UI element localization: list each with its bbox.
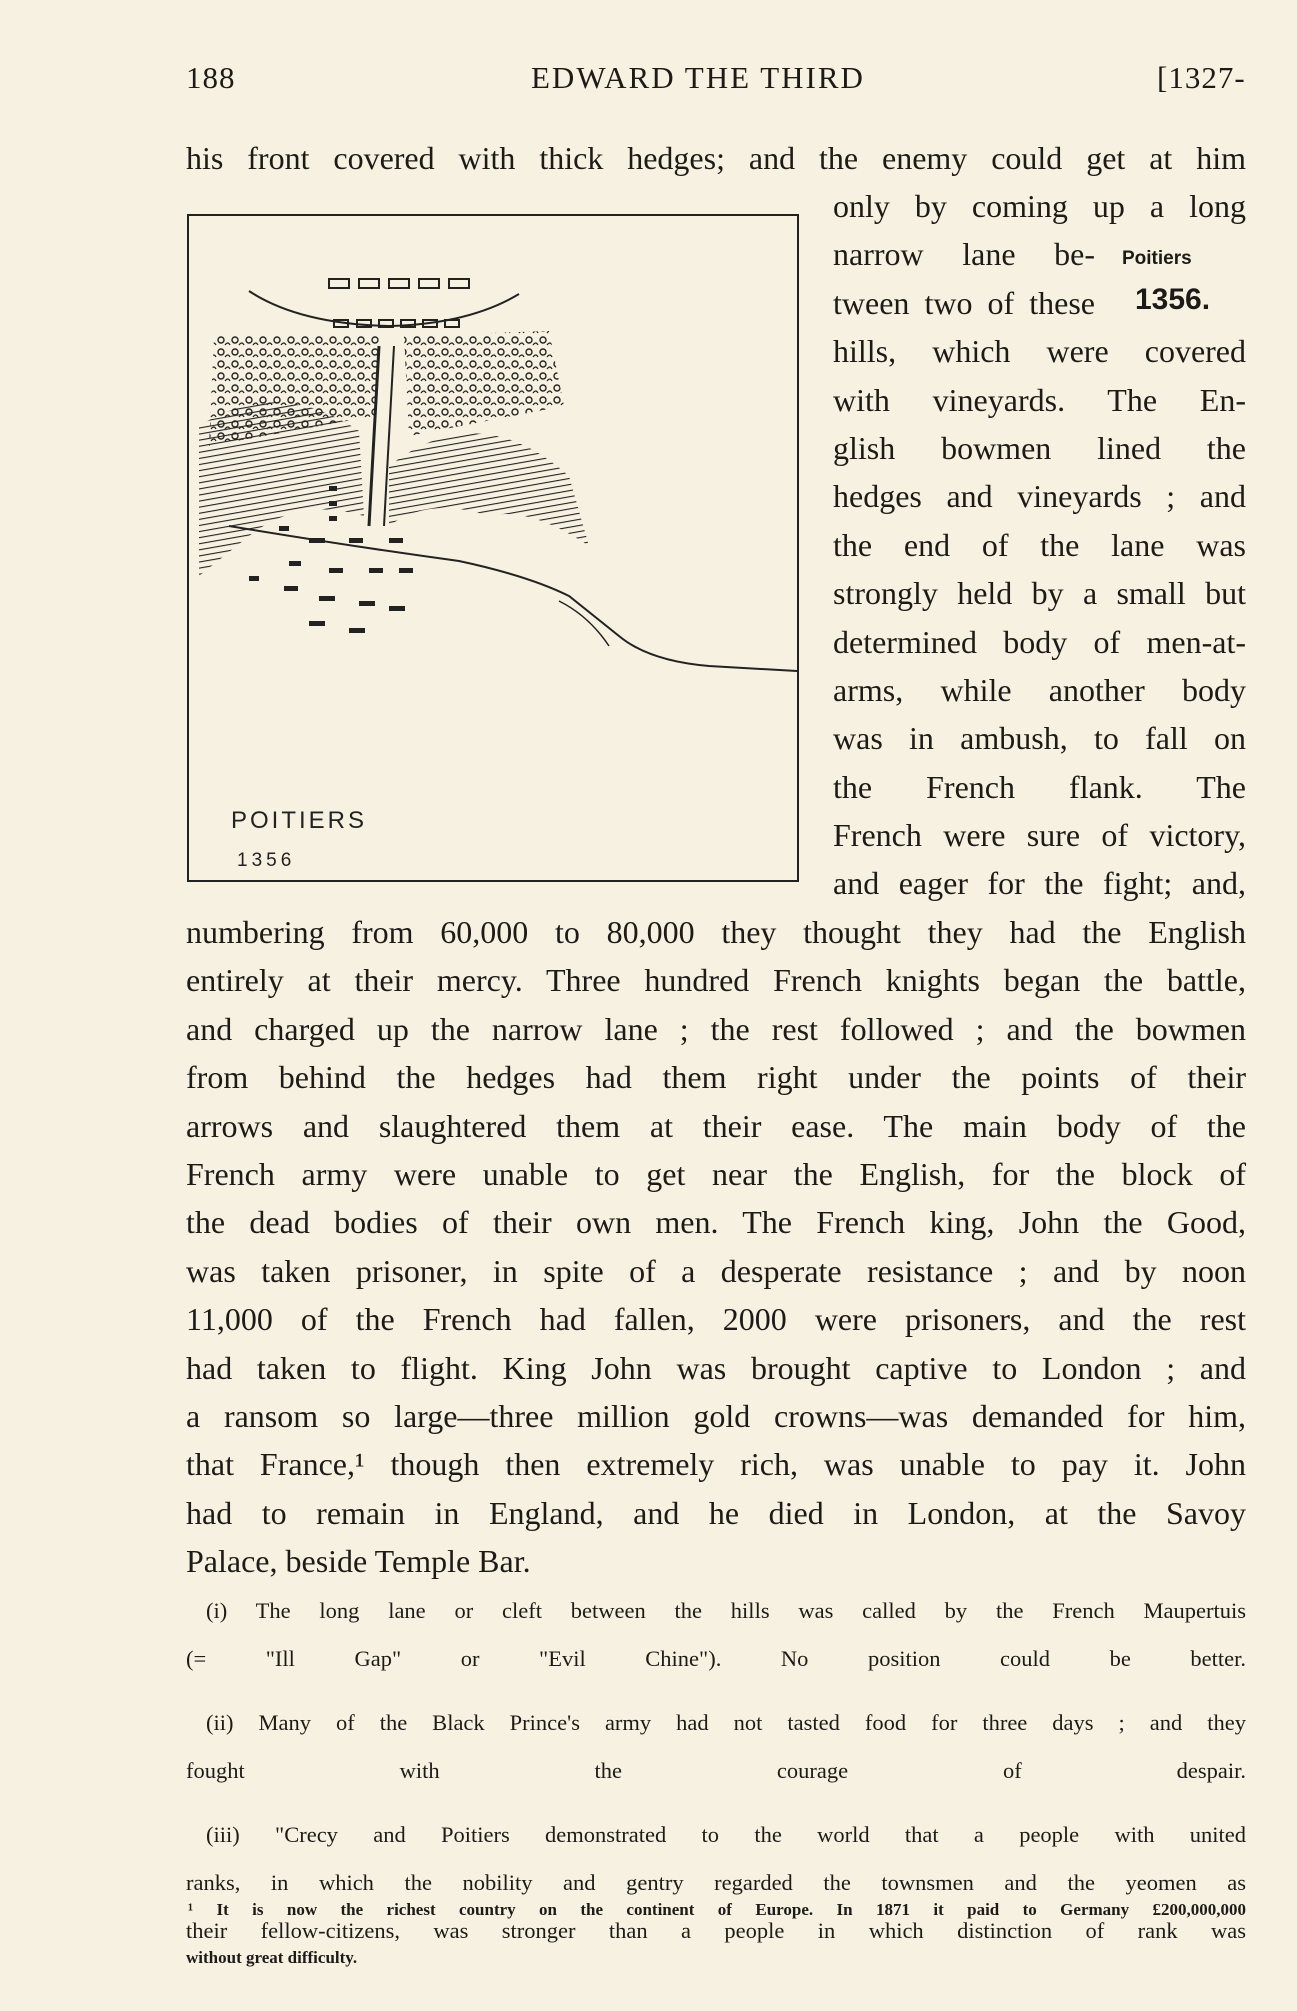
text-line: was in ambush, to fall on bbox=[833, 720, 1246, 757]
page-number: 188 bbox=[186, 60, 236, 95]
battle-map-illustration bbox=[189, 216, 797, 880]
note-item bbox=[186, 1704, 1246, 1801]
running-year: [1327- bbox=[1157, 60, 1246, 95]
margin-note-year: 1356. bbox=[1135, 283, 1211, 316]
note-line: (i) The long lane or cleft between the hills was called by the French Maupertuis bbox=[206, 1598, 1246, 1623]
text-line: hedges and vineyards ; and bbox=[833, 478, 1246, 515]
running-title: EDWARD THE THIRD bbox=[531, 60, 865, 95]
text-line: and charged up the narrow lane ; the rest followed ; and the bowmen bbox=[186, 1010, 1246, 1047]
text-line: and eager for the fight; and, bbox=[833, 865, 1246, 902]
text-line: glish bowmen lined the bbox=[833, 429, 1246, 466]
text-line: with vineyards. The En- bbox=[833, 381, 1246, 418]
note-line: their fellow-citizens, was stronger than a people in which distinction of rank was bbox=[186, 1918, 1246, 1944]
text-line: French were sure of victory, bbox=[833, 817, 1246, 854]
footnote-line: ¹ It is now the richest country on the continent of Europe. In 1871 it paid to Germany £200,000,000 bbox=[188, 1900, 1246, 1919]
text-line: narrow lane be- bbox=[833, 236, 1095, 273]
note-item bbox=[186, 1592, 1246, 1689]
text-line: arrows and slaughtered them at their ease. The main body of the bbox=[186, 1107, 1246, 1144]
text-line: only by coming up a long bbox=[833, 188, 1246, 224]
text-line: numbering from 60,000 to 80,000 they thought they had the English bbox=[186, 914, 1246, 950]
main-paragraph bbox=[186, 908, 1246, 1585]
margin-note-place: Poitiers bbox=[1122, 248, 1192, 269]
text-line: Palace, beside Temple Bar. bbox=[186, 1543, 531, 1580]
text-line: arms, while another body bbox=[833, 671, 1246, 708]
text-line: the French flank. The bbox=[833, 768, 1246, 805]
note-line: fought with the courage of despair. bbox=[186, 1758, 1246, 1784]
text-line: 11,000 of the French had fallen, 2000 were prisoners, and the rest bbox=[186, 1301, 1246, 1338]
battle-map-figure bbox=[187, 214, 799, 882]
text-line: determined body of men-at- bbox=[833, 623, 1246, 660]
text-line: French army were unable to get near the English, for the block of bbox=[186, 1155, 1246, 1192]
text-line: that France,¹ though then extremely rich, was unable to pay it. John bbox=[186, 1446, 1246, 1483]
text-line: tween two of these bbox=[833, 284, 1095, 321]
text-line: was taken prisoner, in spite of a desperate resistance ; and by noon bbox=[186, 1252, 1246, 1289]
note-line: (ii) Many of the Black Prince's army had not tasted food for three days ; and they bbox=[206, 1709, 1246, 1735]
text-line: had to remain in England, and he died in London, at the Savoy bbox=[186, 1494, 1246, 1531]
text-line: strongly held by a small but bbox=[833, 575, 1246, 612]
text-line: entirely at their mercy. Three hundred French knights began the battle, bbox=[186, 962, 1246, 999]
footnote bbox=[186, 1896, 1246, 1993]
text-line: the end of the lane was bbox=[833, 526, 1246, 563]
text-line: had taken to flight. King John was brought captive to London ; and bbox=[186, 1349, 1246, 1386]
note-line: (= "Ill Gap" or "Evil Chine"). No position could be better. bbox=[186, 1646, 1246, 1672]
text-line: from behind the hedges had them right under the points of their bbox=[186, 1059, 1246, 1096]
text-line: a ransom so large—three million gold crowns—was demanded for him, bbox=[186, 1397, 1246, 1434]
top-line-block bbox=[186, 134, 1246, 182]
figure-label-place: POITIERS bbox=[231, 807, 368, 834]
text-line: hills, which were covered bbox=[833, 333, 1246, 370]
text-line: the dead bodies of their own men. The French king, John the Good, bbox=[186, 1204, 1246, 1241]
figure-label-year: 1356 bbox=[237, 850, 296, 871]
footnote-line: without great difficulty. bbox=[186, 1948, 358, 1968]
text-line: his front covered with thick hedges; and the enemy could get at him bbox=[186, 140, 1246, 176]
note-line: (iii) "Crecy and Poitiers demonstrated to the world that a people with united bbox=[206, 1821, 1246, 1847]
note-line: ranks, in which the nobility and gentry regarded the townsmen and the yeomen as bbox=[186, 1869, 1246, 1895]
